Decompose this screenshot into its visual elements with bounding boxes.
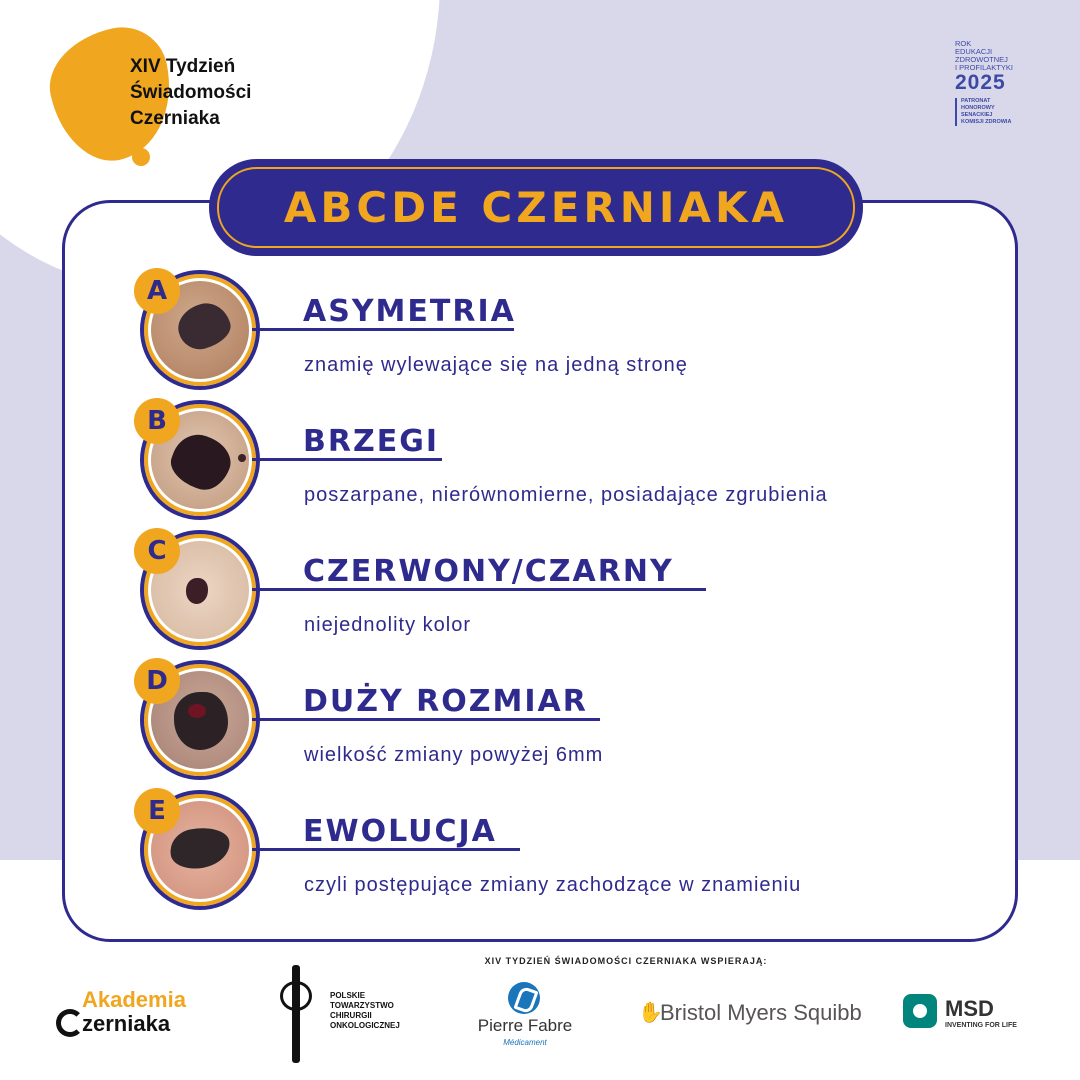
akademia-bottom: zerniaka (82, 1011, 171, 1036)
abcde-item-c (0, 530, 1080, 650)
event-title-line: Czerniaka (130, 108, 220, 129)
event-title (130, 54, 370, 132)
pierre-fabre-sub: Médicament (503, 1038, 547, 1047)
title-banner (209, 159, 863, 256)
item-title: ASYMETRIA (303, 294, 516, 329)
ptch-line: ONKOLOGICZNEJ (330, 1021, 400, 1030)
msd-tagline: INVENTING FOR LIFE (945, 1022, 1017, 1029)
abcde-item-d (0, 660, 1080, 780)
event-dot-shape (132, 148, 150, 166)
badge-line: ZDROWOTNEJ (955, 55, 1008, 64)
item-title: CZERWONY/CZARNY (303, 554, 674, 589)
ptch-line: POLSKIE (330, 991, 366, 1000)
banner-title: ABCDE CZERNIAKA (283, 183, 789, 232)
health-year-badge (955, 40, 1045, 140)
letter-badge: B (134, 398, 180, 444)
badge-year: 2025 (955, 71, 1006, 94)
sword-icon (292, 965, 300, 1063)
letter-badge: D (134, 658, 180, 704)
event-title-line: XIV Tydzień (130, 56, 236, 77)
badge-line: EDUKACJI (955, 47, 993, 56)
event-title-line: Świadomości (130, 82, 252, 103)
item-description: czyli postępujące zmiany zachodzące w znamieniu (304, 874, 802, 896)
akademia-ring-icon (56, 1009, 84, 1037)
patron-line: SENACKIEJ (961, 112, 993, 118)
akademia-czerniaka-logo (52, 985, 222, 1045)
ptch-line: TOWARZYSTWO (330, 1001, 394, 1010)
event-logo (40, 20, 340, 170)
pierre-fabre-logo (460, 982, 590, 1052)
sponsors-heading: XIV TYDZIEŃ ŚWIADOMOŚCI CZERNIAKA WSPIERAJĄ: (484, 956, 768, 966)
item-title: EWOLUCJA (303, 814, 497, 849)
msd-icon (903, 994, 937, 1028)
patron-line: HONOROWY (961, 105, 995, 111)
bms-logo (638, 998, 862, 1034)
pierre-fabre-icon (508, 982, 540, 1014)
bms-name: Bristol Myers Squibb (660, 1000, 862, 1025)
item-description: znamię wylewające się na jedną stronę (304, 354, 688, 376)
letter-badge: E (134, 788, 180, 834)
item-title: DUŻY ROZMIAR (303, 684, 588, 719)
abcde-item-a (0, 270, 1080, 390)
item-description: wielkość zmiany powyżej 6mm (304, 744, 604, 766)
item-title: BRZEGI (303, 424, 439, 459)
badge-line: I PROFILAKTYKI (955, 63, 1013, 72)
abcde-item-e (0, 790, 1080, 910)
letter-badge: C (134, 528, 180, 574)
item-description: poszarpane, nierównomierne, posiadające zgrubienia (304, 484, 828, 506)
msd-name: MSD (945, 996, 994, 1021)
hand-icon: ✋ (638, 1002, 663, 1024)
badge-line: ROK (955, 39, 972, 48)
item-description: niejednolity kolor (304, 614, 471, 636)
abcde-item-b (0, 400, 1080, 520)
msd-logo (903, 994, 1033, 1040)
ptch-line: CHIRURGII (330, 1011, 372, 1020)
ptch-logo (278, 965, 418, 1065)
patron-line: KOMISJI ZDROWIA (961, 119, 1012, 125)
akademia-top: Akademia (82, 987, 186, 1012)
letter-badge: A (134, 268, 180, 314)
pierre-fabre-name: Pierre Fabre (477, 1016, 573, 1035)
patron-line: PATRONAT (961, 98, 991, 104)
